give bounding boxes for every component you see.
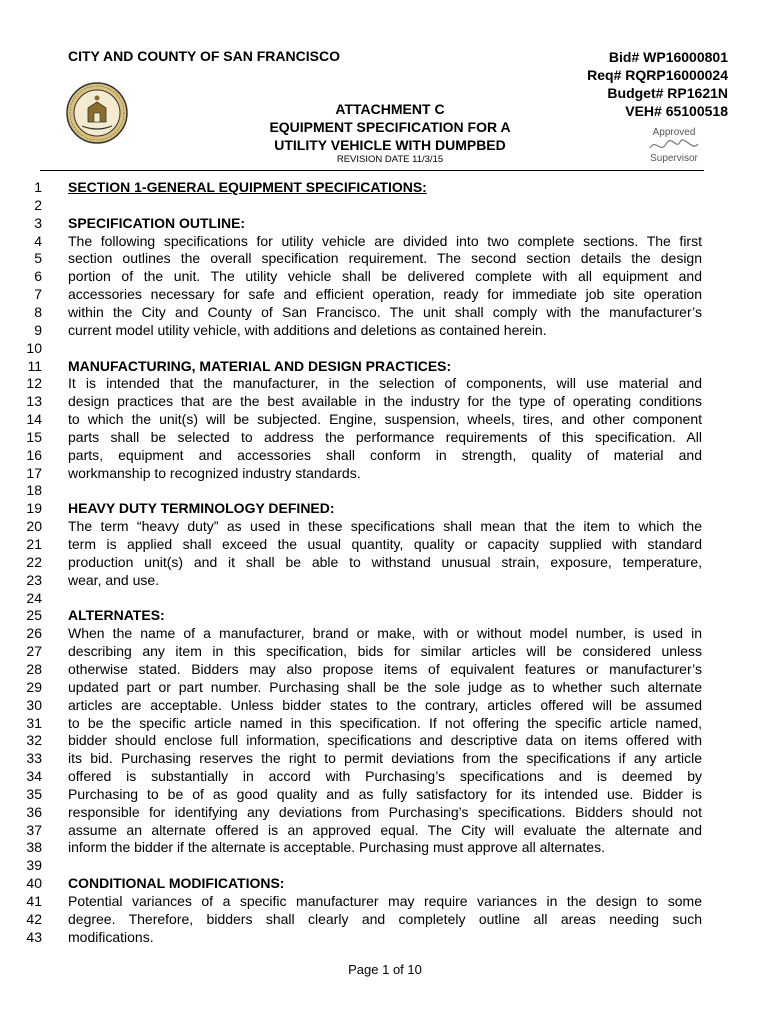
line-text: modifications. — [68, 928, 154, 945]
section-heading: CONDITIONAL MODIFICATIONS: — [68, 875, 285, 892]
document-line — [0, 892, 770, 910]
approved-supervisor-stamp — [640, 124, 708, 164]
spec-title-line-2: UTILITY VEHICLE WITH DUMPBED — [274, 137, 506, 153]
line-number: 8 — [34, 303, 42, 320]
attachment-title: ATTACHMENT C — [335, 101, 445, 117]
veh-number: VEH# 65100518 — [625, 103, 728, 119]
document-line — [0, 606, 770, 624]
line-text: assume an alternate offered is an approved equal. The City will evaluate the alternate and — [68, 821, 702, 838]
document-line — [0, 446, 770, 464]
document-line — [0, 517, 770, 535]
line-number: 3 — [34, 214, 42, 231]
line-text: updated part or part number. Purchasing shall be the sole judge as to whether such alternate — [68, 678, 702, 695]
document-line — [0, 767, 770, 785]
document-line — [0, 624, 770, 642]
line-text: articles are acceptable. Unless bidder states to the contrary, articles offered will be assumed — [68, 696, 702, 713]
document-line — [0, 874, 770, 892]
line-number: 32 — [26, 732, 42, 749]
line-text: bidder should enclose full information, specifications and descriptive data on items offered with — [68, 732, 702, 749]
line-text: within the City and County of San Francisco. The unit shall comply with the manufacturer’s — [68, 303, 702, 320]
line-number: 6 — [34, 268, 42, 285]
line-text: The term “heavy duty” as used in these specifications shall mean that the item to which the — [68, 518, 702, 535]
line-text: section outlines the overall specification requirement. The second section details the design — [68, 250, 702, 267]
document-line — [0, 214, 770, 232]
document-line — [0, 821, 770, 839]
line-text: to which the unit(s) will be subjected. Engine, suspension, wheels, tires, and other component — [68, 411, 702, 428]
line-number: 33 — [26, 750, 42, 767]
document-line — [0, 589, 770, 607]
line-number: 23 — [26, 571, 42, 588]
section-heading: MANUFACTURING, MATERIAL AND DESIGN PRACTICES: — [68, 357, 452, 374]
document-line — [0, 731, 770, 749]
document-line — [0, 267, 770, 285]
line-number: 26 — [26, 625, 42, 642]
line-number: 4 — [34, 232, 42, 249]
line-number: 36 — [26, 803, 42, 820]
document-line — [0, 571, 770, 589]
document-line — [0, 928, 770, 946]
line-number: 35 — [26, 785, 42, 802]
line-text: parts, equipment and accessories shall conform in strength, quality of material and — [68, 446, 702, 463]
section-heading: ALTERNATES: — [68, 607, 165, 624]
document-line — [0, 910, 770, 928]
line-text: production unit(s) and it shall be able to withstand unusual strain, exposure, temperature, — [68, 553, 702, 570]
stamp-approved-text: Approved — [652, 127, 696, 138]
document-line — [0, 535, 770, 553]
document-line — [0, 785, 770, 803]
line-number: 27 — [26, 643, 42, 660]
line-text: its bid. Purchasing reserves the right to permit deviations from the specifications if any article — [68, 750, 702, 767]
line-text: to be the specific article named in this specification. If not offering the specific article named, — [68, 714, 702, 731]
line-number: 17 — [26, 464, 42, 481]
revision-date: REVISION DATE 11/3/15 — [336, 154, 444, 165]
line-number: 20 — [26, 518, 42, 535]
header-divider — [40, 170, 704, 171]
line-number: 24 — [26, 589, 42, 606]
document-title-block — [240, 100, 540, 154]
document-line — [0, 249, 770, 267]
section-heading: HEAVY DUTY TERMINOLOGY DEFINED: — [68, 500, 335, 517]
line-number: 25 — [26, 607, 42, 624]
spec-title-line-1: EQUIPMENT SPECIFICATION FOR A — [269, 119, 511, 135]
budget-number: Budget# RP1621N — [607, 85, 728, 101]
line-text: It is intended that the manufacturer, in the selection of components, will use material and — [68, 375, 702, 392]
line-number: 16 — [26, 446, 42, 463]
line-text: term is applied shall exceed the usual quantity, quality or capacity supplied with standard — [68, 536, 702, 552]
line-number: 21 — [26, 536, 42, 552]
line-text: inform the bidder if the alternate is acceptable. Purchasing must approve all alternates. — [68, 839, 605, 856]
document-line — [0, 392, 770, 410]
line-number: 39 — [26, 857, 42, 874]
document-line — [0, 357, 770, 375]
document-line — [0, 642, 770, 660]
line-number: 5 — [34, 250, 42, 267]
line-text: portion of the unit. The utility vehicle shall be delivered complete with all equipment and — [68, 268, 702, 285]
document-line — [0, 553, 770, 571]
line-number: 2 — [34, 196, 42, 213]
line-number: 7 — [34, 286, 42, 303]
line-text: Purchasing to be of as good quality and as fully satisfactory for its intended use. Bidder is — [68, 785, 702, 802]
line-number: 22 — [26, 553, 42, 570]
line-number: 31 — [26, 714, 42, 731]
line-number: 43 — [26, 928, 42, 945]
document-line — [0, 232, 770, 250]
line-number: 42 — [26, 910, 42, 927]
line-text: workmanship to recognized industry standards. — [68, 464, 361, 481]
bid-number: Bid# WP16000801 — [608, 49, 728, 65]
document-line — [0, 464, 770, 482]
document-line — [0, 428, 770, 446]
document-line — [0, 856, 770, 874]
document-line — [0, 838, 770, 856]
line-text: accessories necessary for safe and efficient operation, ready for immediate job site operation — [68, 286, 702, 303]
document-line — [0, 410, 770, 428]
document-line — [0, 499, 770, 517]
page-number: Page 1 of 10 — [348, 962, 422, 977]
line-number: 13 — [26, 393, 42, 410]
section-heading: SECTION 1-GENERAL EQUIPMENT SPECIFICATIONS: — [68, 179, 427, 195]
line-text: degree. Therefore, bidders shall clearly and completely outline all areas needing such — [68, 910, 702, 927]
city-seal-icon — [66, 82, 128, 144]
document-line — [0, 285, 770, 303]
line-number: 38 — [26, 839, 42, 856]
document-line — [0, 660, 770, 678]
line-text: otherwise stated. Bidders may also propose items of equivalent features or manufacturer’s — [68, 660, 702, 677]
document-line — [0, 178, 770, 196]
document-line — [0, 749, 770, 767]
line-number: 1 — [34, 179, 42, 195]
line-number: 34 — [26, 768, 42, 785]
line-number: 37 — [26, 821, 42, 838]
stamp-supervisor-text: Supervisor — [650, 153, 698, 164]
document-line — [0, 303, 770, 321]
document-line — [0, 678, 770, 696]
line-text: design practices that are the best available in the industry for the type of operating conditions — [68, 393, 702, 410]
line-number: 11 — [27, 357, 42, 374]
line-number: 40 — [26, 875, 42, 892]
line-number: 19 — [26, 500, 42, 517]
line-text: offered is substantially in accord with Purchasing’s specifications and is deemed by — [68, 768, 702, 785]
line-text: responsible for identifying any deviations from Purchasing’s specifications. Bidders should not — [68, 803, 702, 820]
line-text: current model utility vehicle, with additions and deletions as contained herein. — [68, 321, 547, 338]
line-text: parts shall be selected to address the performance requirements of this specification. All — [68, 428, 702, 445]
req-number: Req# RQRP16000024 — [587, 67, 728, 83]
line-number: 15 — [26, 428, 42, 445]
line-text: When the name of a manufacturer, brand or make, with or without model number, is used in — [68, 625, 702, 642]
line-number: 12 — [26, 375, 42, 392]
document-line — [0, 196, 770, 214]
section-heading: SPECIFICATION OUTLINE: — [68, 214, 246, 231]
document-line — [0, 803, 770, 821]
reference-numbers — [587, 48, 728, 120]
line-number: 30 — [26, 696, 42, 713]
line-number: 28 — [26, 660, 42, 677]
document-line — [0, 481, 770, 499]
line-text: The following specifications for utility vehicle are divided into two complete sections. The first — [68, 232, 702, 249]
line-number: 14 — [26, 411, 42, 428]
document-line — [0, 696, 770, 714]
line-number: 9 — [34, 321, 42, 338]
signature-scribble — [650, 140, 698, 148]
line-number: 18 — [26, 482, 42, 499]
document-line — [0, 374, 770, 392]
line-number: 29 — [26, 678, 42, 695]
line-text: Potential variances of a specific manufacturer may require variances in the design to some — [68, 893, 702, 909]
line-number: 41 — [26, 893, 42, 909]
document-line — [0, 714, 770, 732]
organization-name: CITY AND COUNTY OF SAN FRANCISCO — [68, 48, 340, 64]
line-number: 10 — [26, 339, 42, 356]
document-line — [0, 321, 770, 339]
line-text: describing any item in this specification, bids for similar articles will be considered unless — [68, 643, 702, 660]
line-text: wear, and use. — [68, 571, 160, 588]
document-line — [0, 339, 770, 357]
